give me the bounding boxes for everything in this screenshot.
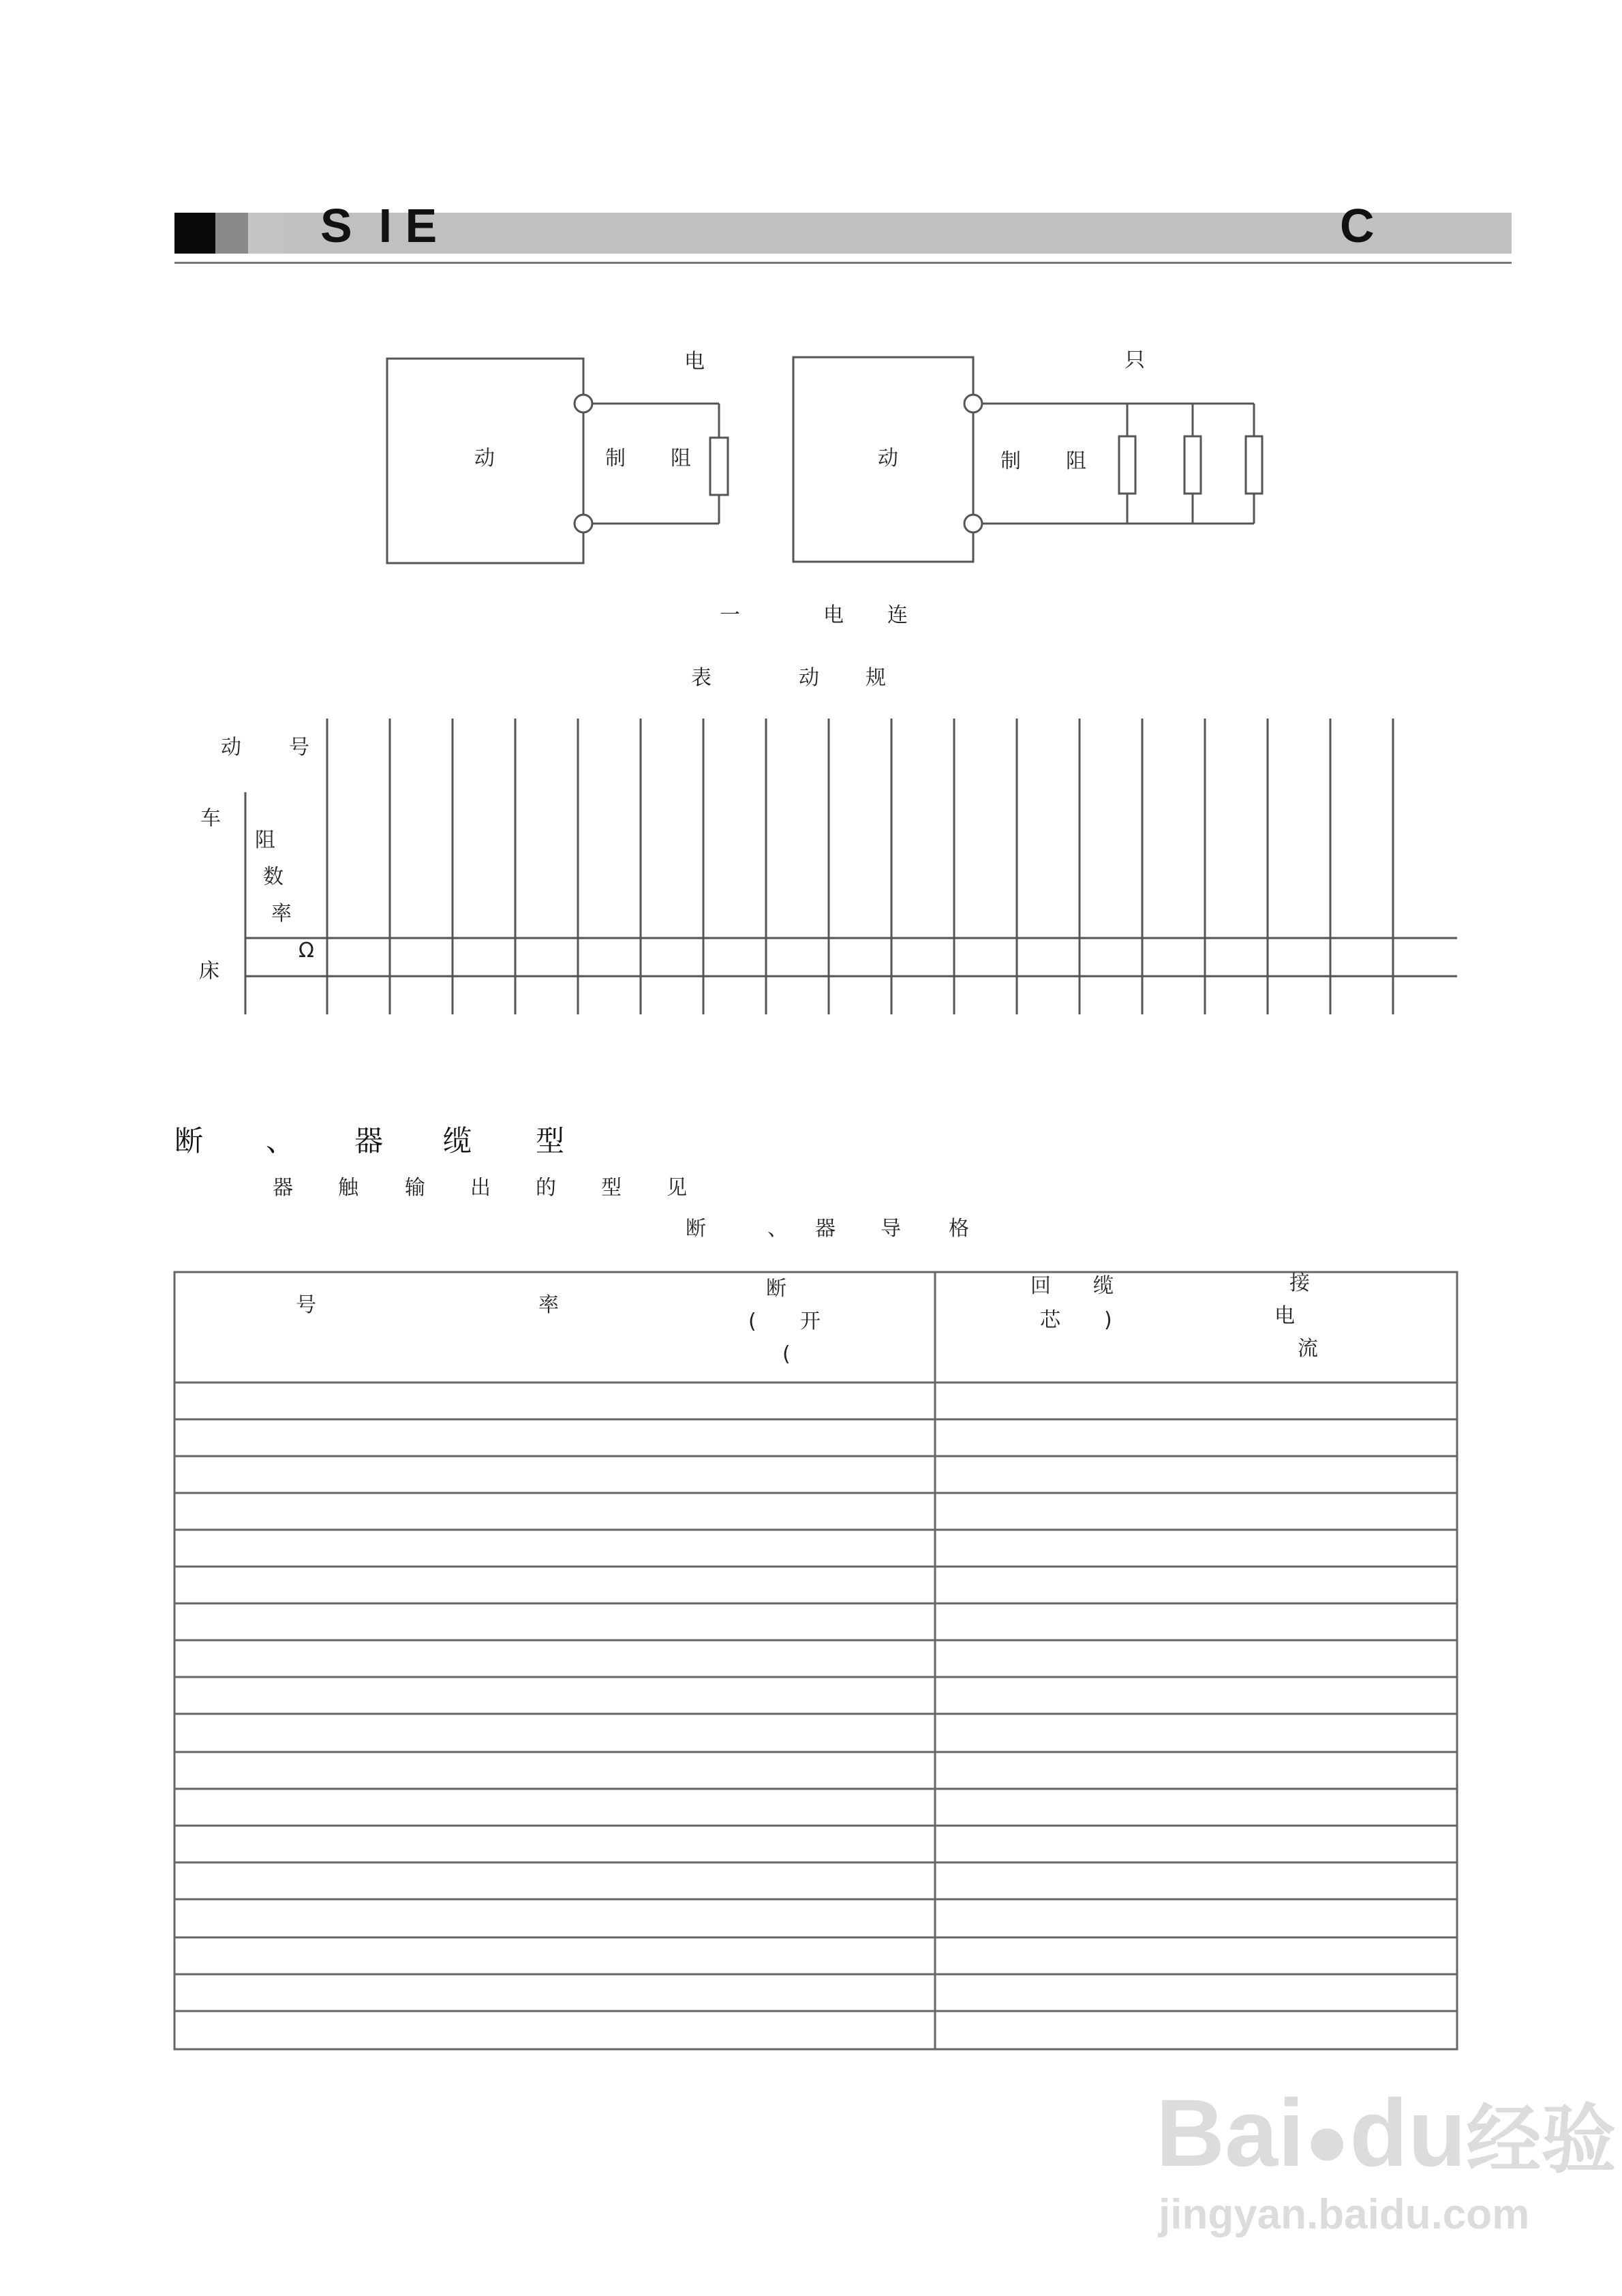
subtitle-2: 触 xyxy=(338,1176,358,1200)
spec-header-res-1: 阻 xyxy=(255,828,275,852)
section-title-2: 、 xyxy=(266,1124,295,1158)
terminal-right-bottom xyxy=(964,515,982,532)
diagram-right-box-label: 动 xyxy=(878,447,898,470)
cable-header-current-3: 流 xyxy=(1298,1337,1318,1361)
figure-caption-3: 连 xyxy=(887,603,908,627)
cable-header-breaker-4: ( xyxy=(782,1342,791,1366)
spec-header-res-3: 率 xyxy=(271,902,292,926)
diagram-left-box-label: 动 xyxy=(474,447,495,470)
section-title-1: 断 xyxy=(174,1124,204,1158)
spec-header-car: 车 xyxy=(200,806,221,830)
figure-caption-2: 电 xyxy=(823,603,844,627)
cable-header-power: 率 xyxy=(538,1293,559,1317)
cable-caption-2: 、 xyxy=(767,1217,788,1241)
table-caption-3: 规 xyxy=(866,666,886,690)
watermark-brand: Bai●du经验 xyxy=(1156,2079,1617,2186)
spec-table-grid xyxy=(245,719,1457,1014)
spec-header-model-2: 号 xyxy=(289,736,309,759)
diagram-right-mid1: 制 xyxy=(1000,449,1021,473)
cable-header-current-2: 电 xyxy=(1274,1304,1295,1328)
diagram-left-mid1: 制 xyxy=(605,447,626,470)
cable-caption-4: 导 xyxy=(881,1217,901,1241)
section-title-5: 型 xyxy=(536,1124,565,1158)
cable-header-model: 号 xyxy=(296,1293,316,1317)
diagram-right-mid2: 阻 xyxy=(1066,449,1086,473)
cable-header-current-1: 接 xyxy=(1289,1271,1310,1295)
resistor-right-1 xyxy=(1119,436,1135,494)
cable-header-breaker-2: ( xyxy=(748,1310,756,1333)
watermark-url: jingyan.baidu.com xyxy=(1159,2191,1530,2238)
header-title-right: C xyxy=(1340,199,1375,252)
subtitle-4: 出 xyxy=(470,1176,491,1200)
diagram-right-label: 只 xyxy=(1124,348,1145,372)
spec-header-ohm: Ω xyxy=(299,939,314,963)
cable-header-breaker-3: 开 xyxy=(800,1310,821,1333)
diagram-left-label: 电 xyxy=(684,350,705,374)
paw-icon: ● xyxy=(1304,2098,1350,2182)
resistor-left xyxy=(710,438,728,495)
resistor-right-3 xyxy=(1246,436,1262,494)
figure-caption-1: 一 xyxy=(720,603,740,627)
subtitle-6: 型 xyxy=(601,1176,622,1200)
subtitle-7: 见 xyxy=(667,1176,687,1200)
table-caption-1: 表 xyxy=(691,666,711,690)
cable-caption-3: 器 xyxy=(815,1217,836,1241)
section-title-3: 器 xyxy=(354,1124,384,1158)
cable-header-core-2: ) xyxy=(1104,1308,1112,1332)
cable-header-circuit-1: 回 xyxy=(1030,1274,1051,1298)
section-title-4: 缆 xyxy=(443,1124,472,1158)
cable-caption-5: 格 xyxy=(949,1217,969,1241)
table-caption-2: 动 xyxy=(799,666,819,690)
subtitle-1: 器 xyxy=(273,1176,293,1200)
cable-caption-1: 断 xyxy=(686,1217,706,1241)
cable-header-circuit-2: 缆 xyxy=(1093,1274,1114,1298)
terminal-left-top xyxy=(575,395,592,412)
header-title-left: S I E xyxy=(320,199,438,252)
resistor-right-2 xyxy=(1184,436,1201,494)
terminal-left-bottom xyxy=(575,515,592,532)
diagram-left-mid2: 阻 xyxy=(671,447,691,470)
spec-header-res-2: 数 xyxy=(263,865,284,889)
cable-header-breaker-1: 断 xyxy=(766,1277,786,1301)
cable-header-core-1: 芯 xyxy=(1040,1308,1060,1332)
spec-header-model-1: 动 xyxy=(221,736,241,759)
terminal-right-top xyxy=(964,395,982,412)
subtitle-5: 的 xyxy=(536,1176,556,1200)
spec-header-bed: 床 xyxy=(199,959,219,983)
subtitle-3: 输 xyxy=(405,1176,425,1200)
cable-table-grid xyxy=(174,1272,1457,2049)
